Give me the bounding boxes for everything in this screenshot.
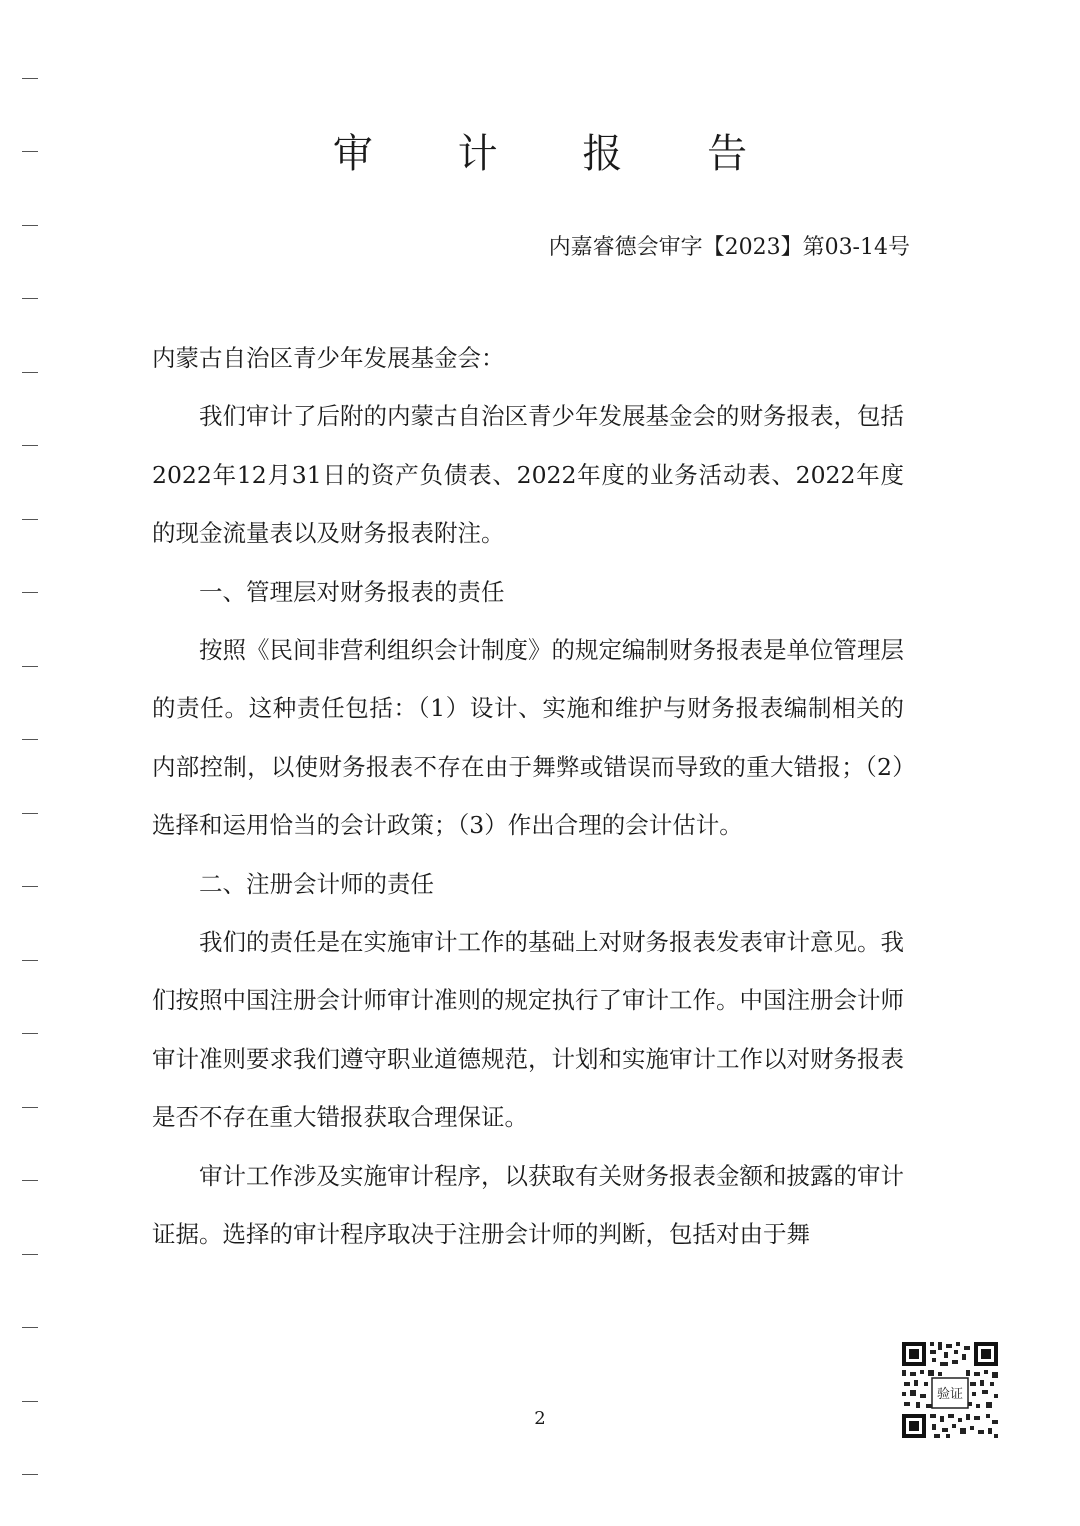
document-title: 审 计 报 告: [332, 131, 784, 177]
margin-tick: [22, 298, 38, 299]
section-heading-management: 一、管理层对财务报表的责任: [199, 577, 505, 606]
margin-tick: [22, 225, 38, 226]
auditor-responsibility-paragraph: 我们的责任是在实施审计工作的基础上对财务报表发表审计意见。我们按照中国注册会计师审计准则的规定执行了审计工作。中国注册会计师审计准则要求我们遵守职业道德规范，计划和实施审计工作以对财务报表是否不存在重大错报获取合理保证。: [152, 928, 904, 1132]
qr-code-icon: [900, 1340, 1000, 1440]
margin-tick: [22, 445, 38, 446]
binding-margin-marks: [22, 0, 42, 1526]
margin-tick: [22, 886, 38, 887]
addressee: 内蒙古自治区青少年发展基金会：: [152, 344, 505, 372]
reference-number: 内嘉睿德会审字【2023】第03-14号: [548, 235, 910, 260]
margin-tick: [22, 1180, 38, 1181]
margin-tick: [22, 1401, 38, 1402]
audit-procedures-paragraph: 审计工作涉及实施审计程序，以获取有关财务报表金额和披露的审计证据。选择的审计程序取决于注册会计师的判断，包括对由于舞: [152, 1161, 904, 1249]
intro-paragraph: 我们审计了后附的内蒙古自治区青少年发展基金会的财务报表，包括2022年12月31日的资产负债表、2022年度的业务活动表、2022年度的现金流量表以及财务报表附注。: [152, 402, 904, 548]
margin-tick: [22, 372, 38, 373]
margin-tick: [22, 1107, 38, 1108]
section-heading-auditor: 二、注册会计师的责任: [199, 869, 434, 898]
margin-tick: [22, 1254, 38, 1255]
margin-tick: [22, 592, 38, 593]
margin-tick: [22, 666, 38, 667]
margin-tick: [22, 519, 38, 520]
margin-tick: [22, 960, 38, 961]
management-responsibility-paragraph: 按照《民间非营利组织会计制度》的规定编制财务报表是单位管理层的责任。这种责任包括：（1）设计、实施和维护与财务报表编制相关的内部控制，以使财务报表不存在由于舞弊或错误而导致的重大错报；（2）选择和运用恰当的会计政策；（3）作出合理的会计估计。: [152, 636, 904, 840]
qr-verify-label: 验证: [936, 1387, 964, 1402]
margin-tick: [22, 739, 38, 740]
margin-tick: [22, 813, 38, 814]
page-number: 2: [534, 1408, 546, 1429]
margin-tick: [22, 1033, 38, 1034]
margin-tick: [22, 78, 38, 79]
margin-tick: [22, 1474, 38, 1475]
report-body: [152, 329, 904, 1264]
margin-tick: [22, 1327, 38, 1328]
